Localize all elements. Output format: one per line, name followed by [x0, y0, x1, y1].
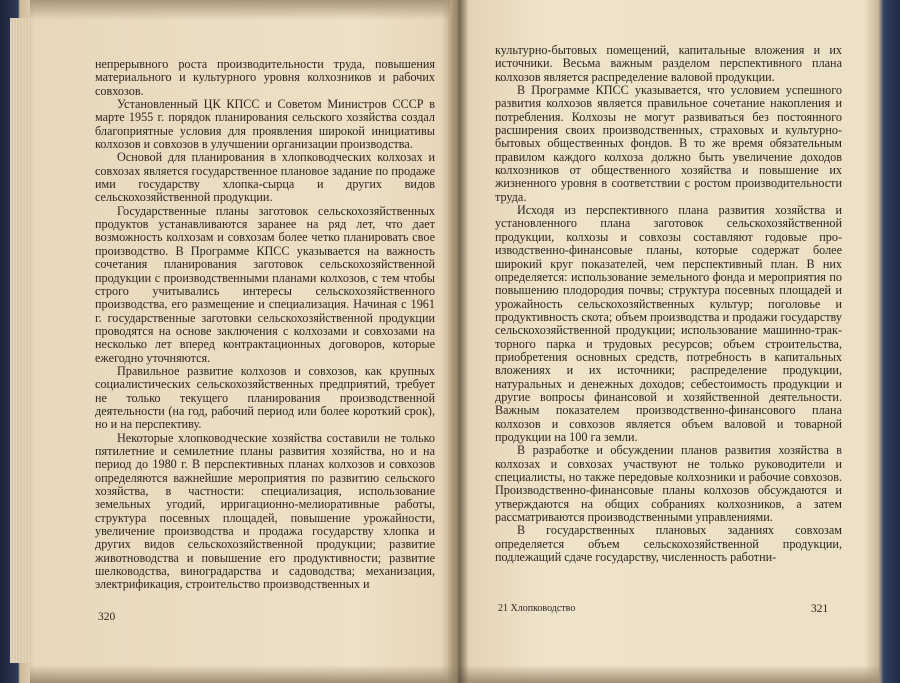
left-page-text	[95, 58, 435, 592]
right-paragraph-2: В Программе КПСС указывается, что условием успешного развития колхозов является правильное сочетание накопления и потребления. Колхозы не могут развиваться без постоянного расширения своих производственных, страховых и культурно-бытовых общественных фондов. В то же время обязательным правилом каждого колхоза должно быть увеличение доходов колхозников от общественного хозяйства и повышение их жизненного уровня в соответствии с ростом производительности труда.	[495, 83, 842, 204]
left-paragraph-1: непрерывного роста производительности труда, повышения материального и культурного уровня колхозников и рабочих совхозов.	[95, 57, 435, 98]
left-paragraph-3: Основой для планирования в хлопководческих колхозах и совхозах является государственное плановое задание по продаже ими государству хлопка-сырца и других видов сельскохозяйственной продукции.	[95, 150, 435, 205]
right-paragraph-1: культурно-бытовых помещений, капитальные вложения и их источники. Весьма важным разделом перспективного плана колхозов является распределение валовой продукции.	[495, 43, 842, 84]
right-paragraph-4: В разработке и обсуждении планов развития хозяйства в колхозах и совхозах участвуют не только руководители и специалисты, но также передовые колхозники и рабочие совхозов. Производственно-финансовые планы колхозов обсуждаются и утверждаются на общих собраниях колхозников, а затем рассматриваются производственными управлениями.	[495, 443, 842, 525]
right-page-number: 321	[811, 603, 829, 615]
left-page-number: 320	[98, 611, 116, 623]
left-paragraph-6: Некоторые хлопководческие хозяйства составили не только пятилетние и семилетние планы развития хозяйства, но и на период до 1980 г. В перспективных планах колхозов и совхозов определяются важнейшие мероприятия по развитию сельского хозяйства, в частности: специализация, использование земельных угодий, ирригационно-мелиоративные работы, структура посевных площадей, повышение урожайности, увеличение производства и продажа государству хлопка и других видов сельскохозяйственной продукции; развитие животноводства и повышение его продуктивности; развитие шелководства, виноградарства и садоводства; механизация, электрификация, строительство производственных и	[95, 430, 435, 592]
left-paragraph-4: Государственные планы заготовок сельскохозяйственных продуктов устанавливаются заранее на ряд лет, что дает возможность колхозам и совхозам более четко планировать свое производство. В Программе КПСС указывается на важность сочетания планирования заготовок сельскохозяйственной продукции с производственными планами колхозов, с тем чтобы строго учитывались интересы сельскохозяйственного производства, его размещение и специализация. Начиная с 1961 г. государственные заготовки сельскохозяйственной продукции проводятся на основе заключения с колхозами и совхозами на несколько лет вперед контрактационных договоров, которые ежегодно уточняются.	[95, 203, 435, 365]
right-paragraph-3: Исходя из перспективного плана развития хозяйства и установленного плана заготовок сельскохозяйственной продукции, колхозы и совхозы составляют годовые производственно-финансовые планы, которые содержат более широкий круг показателей, чем перспективный план. В них определяется: использование земельного фонда и мероприятия по повышению плодородия почвы; структура посевных площадей и урожайность сельскохозяйственных культур; поголовье и продуктивность скота; объем производства и продажи государству сельскохозяйственной продукции; использование машинно-тракторного парка и трудовых ресурсов; объем строительства, приобретения основных средств, потребность в капитальных вложениях и их источники; распределение продукции, натуральных и денежных доходов; себестоимость продукции и другие вопросы финансовой и хозяйственной деятельности. Важным показателем производственно-финансового плана колхозов и совхозов является объем валовой и товарной продукции на 100 га земли.	[495, 203, 842, 444]
right-paragraph-5: В государственных плановых заданиях совхозам определяется объем сельскохозяйственной продукции, подлежащий сдаче государству, численность работни-	[495, 523, 842, 565]
signature-mark: 21 Хлопководство	[498, 603, 576, 614]
left-paragraph-5: Правильное развитие колхозов и совхозов, как крупных социалистических сельскохозяйственных предприятий, требует не только текущего планирования производственной деятельности (на год, рабочий период или более короткий срок), но и на перспективу.	[95, 363, 435, 432]
book-gutter	[447, 0, 469, 683]
right-page-text	[495, 44, 842, 564]
page-stack-edges	[10, 18, 32, 663]
page-edge-shadow-top	[30, 0, 450, 20]
left-paragraph-2: Установленный ЦК КПСС и Советом Министров СССР в марте 1955 г. порядок планирования сельского хозяйства создал благоприятные условия для проявления широкой инициативы колхозов и совхозов в улучшении организации производства.	[95, 97, 435, 152]
